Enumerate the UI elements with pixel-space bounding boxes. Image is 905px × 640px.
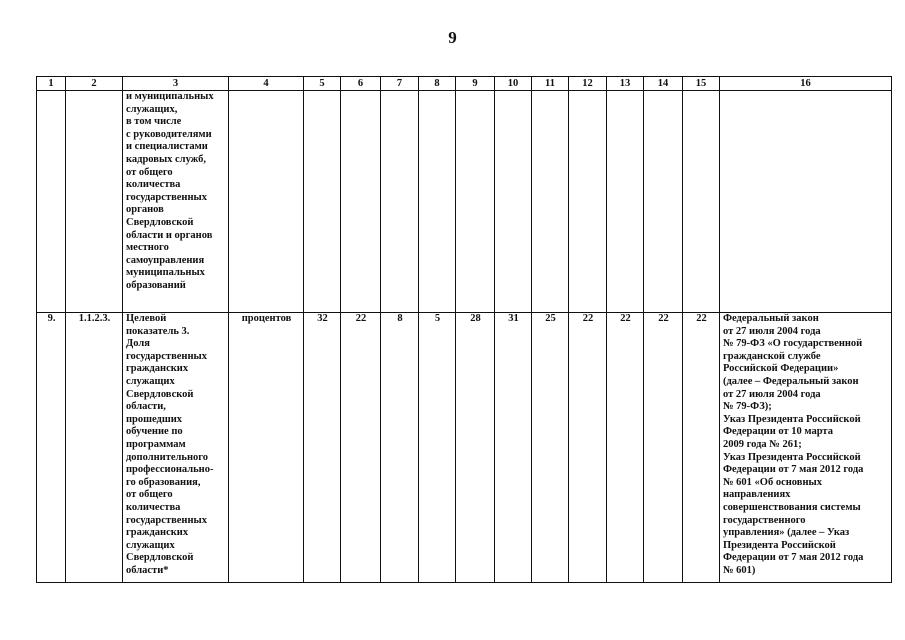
column-number: 2: [66, 77, 123, 91]
value-cell: 5: [419, 313, 456, 583]
empty-cell: [532, 91, 569, 313]
empty-cell: [229, 91, 304, 313]
column-number: 4: [229, 77, 304, 91]
column-number: 9: [456, 77, 495, 91]
column-number: 10: [495, 77, 532, 91]
column-number: 11: [532, 77, 569, 91]
indicator-table: [36, 76, 892, 583]
indicator-name: Целевой показатель 3. Доля государственных гражданских служащих Свердловской области, прошедших обучение по программам дополнительного профессионально- го образования, от общего количества государственных гражданских служащих Свердловской области*: [123, 313, 229, 583]
empty-cell: [607, 91, 644, 313]
empty-cell: [720, 91, 892, 313]
value-cell: 22: [341, 313, 381, 583]
empty-cell: [381, 91, 419, 313]
empty-cell: [683, 91, 720, 313]
empty-cell: [644, 91, 683, 313]
empty-cell: [341, 91, 381, 313]
column-number: 5: [304, 77, 341, 91]
value-cell: 31: [495, 313, 532, 583]
legal-source: Федеральный закон от 27 июля 2004 года № 79-ФЗ «О государственной гражданской службе Российской Федерации» (далее – Федеральный закон от 27 июля 2004 года № 79-ФЗ); Указ Президента Российской Федерации от 10 марта 2009 года № 261; Указ Президента Российской Федерации от 7 мая 2012 года № 601 «Об основных направлениях совершенствования системы государственного управления» (далее – Указ Президента Российской Федерации от 7 мая 2012 года № 601): [720, 313, 892, 583]
empty-cell: [419, 91, 456, 313]
column-number: 7: [381, 77, 419, 91]
empty-cell: [66, 91, 123, 313]
value-cell: 22: [683, 313, 720, 583]
column-number: 13: [607, 77, 644, 91]
column-number: 1: [37, 77, 66, 91]
value-cell: 22: [569, 313, 607, 583]
column-number: 8: [419, 77, 456, 91]
column-number-row: [37, 77, 892, 91]
empty-cell: [495, 91, 532, 313]
value-cell: 28: [456, 313, 495, 583]
page-number: 9: [448, 28, 457, 47]
table-row-9: [37, 313, 892, 583]
table-row-continuation: [37, 91, 892, 313]
column-number: 12: [569, 77, 607, 91]
column-number: 16: [720, 77, 892, 91]
column-number: 6: [341, 77, 381, 91]
row-number: 9.: [37, 313, 66, 583]
value-cell: 22: [644, 313, 683, 583]
indicator-name-continuation: и муниципальных служащих, в том числе с руководителями и специалистами кадровых служб, от общего количества государственных органов Свердловской области и органов местного самоуправления муниципальных образований: [123, 91, 229, 313]
value-cell: 25: [532, 313, 569, 583]
unit-of-measure: процентов: [229, 313, 304, 583]
indicator-code: 1.1.2.3.: [66, 313, 123, 583]
empty-cell: [456, 91, 495, 313]
column-number: 3: [123, 77, 229, 91]
empty-cell: [304, 91, 341, 313]
empty-cell: [569, 91, 607, 313]
value-cell: 8: [381, 313, 419, 583]
value-cell: 22: [607, 313, 644, 583]
column-number: 15: [683, 77, 720, 91]
value-cell: 32: [304, 313, 341, 583]
column-number: 14: [644, 77, 683, 91]
empty-cell: [37, 91, 66, 313]
